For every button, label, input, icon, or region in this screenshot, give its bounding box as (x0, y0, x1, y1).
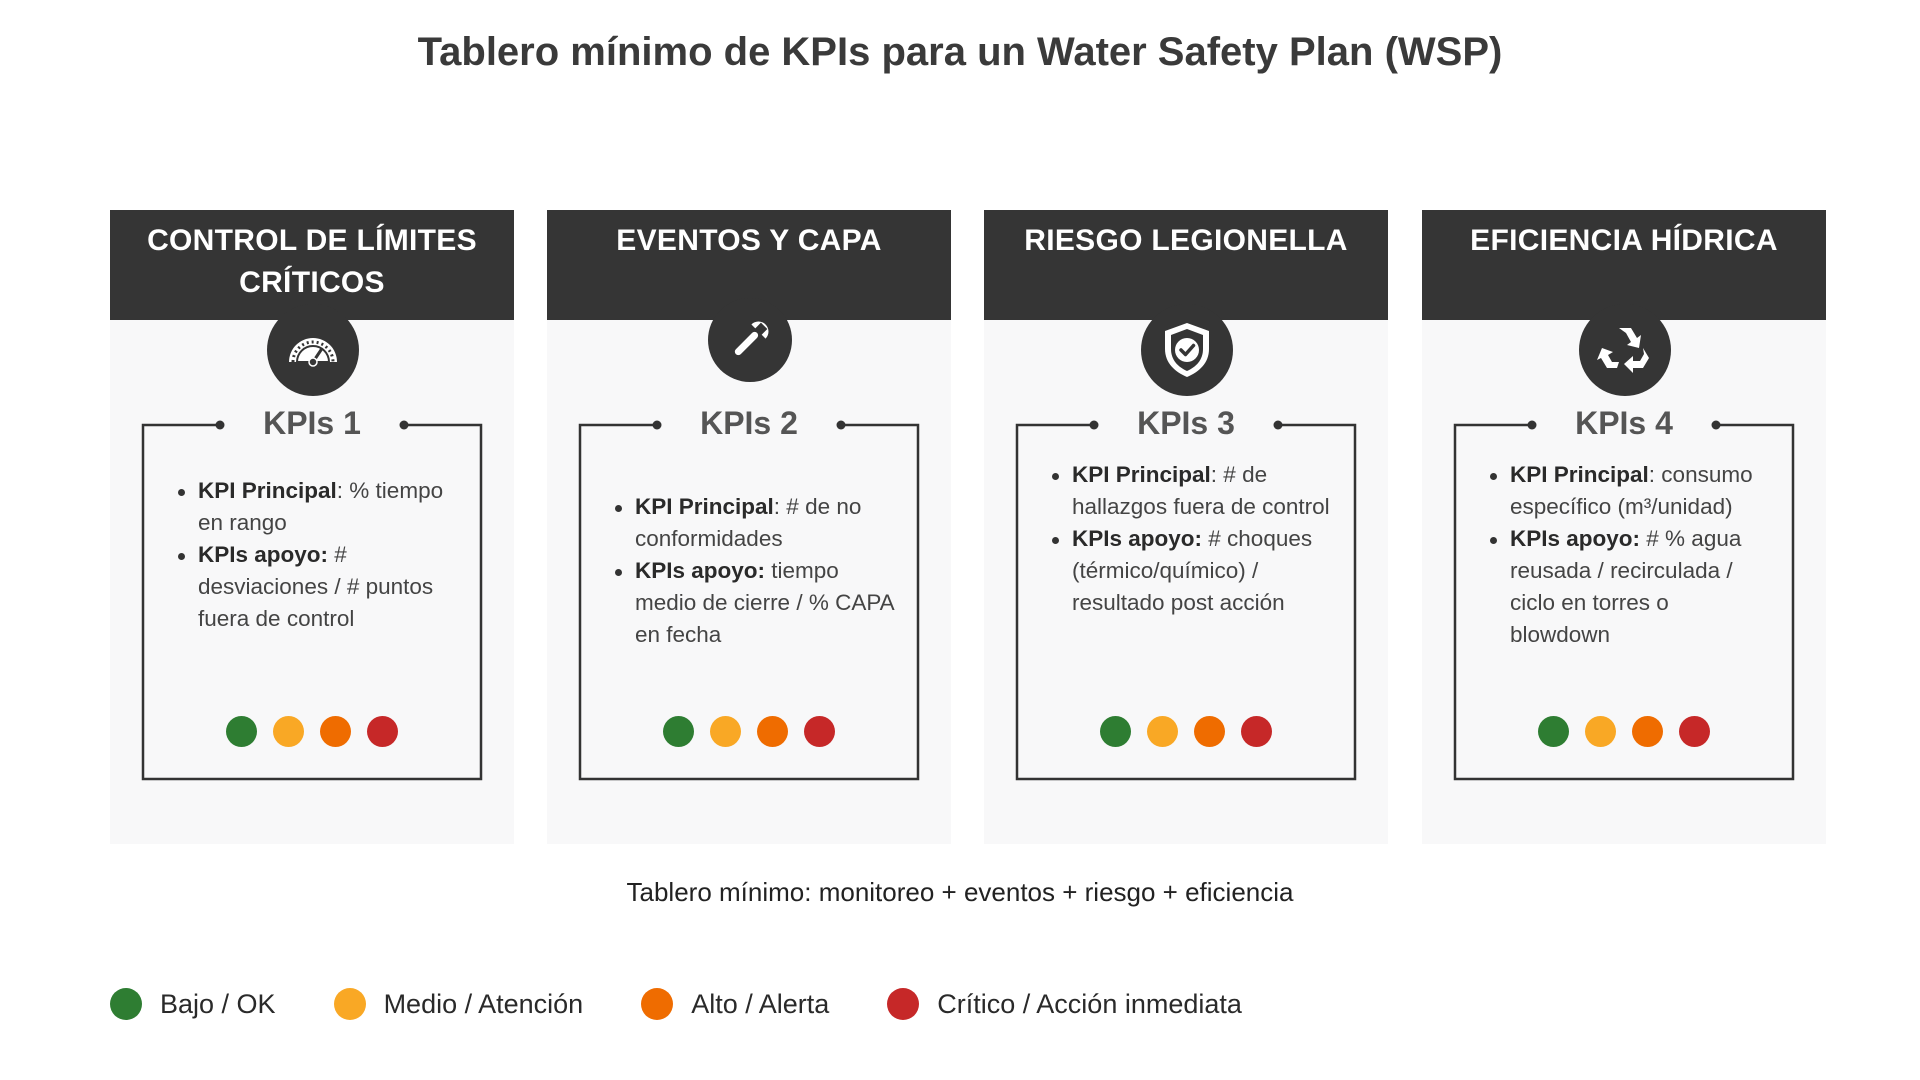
status-dot-yellow (273, 716, 304, 747)
kpi-apoyo-item (173, 539, 463, 635)
kpi-list (1047, 459, 1337, 619)
kpi-apoyo-item (1047, 523, 1337, 619)
card-heading-line-1: CONTROL DE LÍMITES (147, 224, 477, 257)
legend-label: Bajo / OK (160, 988, 276, 1019)
legend (110, 988, 1300, 1020)
status-dot-green (1538, 716, 1569, 747)
kpi-apoyo-label: KPIs apoyo: (635, 558, 766, 583)
card-eficiencia-hidrica (1422, 210, 1826, 844)
kpi-apoyo-text: tiempo medio de cierre / % CAPA en fecha (635, 558, 894, 647)
status-dot-red (367, 716, 398, 747)
kpi-frame (143, 405, 481, 779)
kpi-title: KPIs 3 (1137, 405, 1235, 441)
dashboard-caption: Tablero mínimo: monitoreo + eventos + riesgo + eficiencia (626, 877, 1294, 907)
kpi-apoyo-label: KPIs apoyo: (1072, 526, 1203, 551)
status-dot-yellow (710, 716, 741, 747)
legend-dot-green (110, 988, 142, 1020)
kpi-principal-label: KPI Principal (1510, 462, 1649, 487)
legend-dot-red (887, 988, 919, 1020)
kpi-apoyo-text: # % agua reusada / recirculada / ciclo en torres o blowdown (1510, 526, 1742, 647)
legend-label: Medio / Atención (383, 988, 584, 1019)
status-dots (580, 716, 918, 747)
status-dot-orange (1194, 716, 1225, 747)
kpi-principal-item (1485, 459, 1775, 523)
card-heading-line-1: EVENTOS Y CAPA (616, 224, 882, 257)
card-heading-line-1: EFICIENCIA HÍDRICA (1470, 224, 1778, 257)
card-heading-line-1: RIESGO LEGIONELLA (1024, 224, 1348, 257)
gauge-icon (267, 304, 359, 396)
card-riesgo-legionella (984, 210, 1388, 844)
status-dot-green (1100, 716, 1131, 747)
kpi-frame (1017, 405, 1355, 779)
kpi-principal-text: : consumo específico (m³/unidad) (1510, 462, 1753, 519)
kpi-title: KPIs 4 (1575, 405, 1673, 441)
kpi-frame (580, 405, 918, 779)
status-dots (1017, 716, 1355, 747)
kpi-principal-text: : % tiempo en rango (198, 478, 444, 535)
legend-dot-yellow (334, 988, 366, 1020)
status-dot-orange (320, 716, 351, 747)
status-dot-red (1679, 716, 1710, 747)
card-control-limites (110, 210, 514, 844)
kpi-principal-item (610, 491, 900, 555)
status-dot-red (1241, 716, 1272, 747)
status-dot-green (663, 716, 694, 747)
status-dots (1455, 716, 1793, 747)
kpi-principal-label: KPI Principal (635, 494, 774, 519)
kpi-principal-item (173, 475, 463, 539)
kpi-apoyo-item (610, 555, 900, 651)
kpi-list (173, 475, 463, 635)
kpi-apoyo-text: # desviaciones / # puntos fuera de control (198, 542, 434, 631)
recycle-icon (1579, 304, 1671, 396)
status-dot-yellow (1147, 716, 1178, 747)
kpi-principal-text: : # de no conformidades (635, 494, 862, 551)
shield-check-icon (1141, 304, 1233, 396)
legend-item-medio (334, 988, 584, 1020)
kpi-apoyo-label: KPIs apoyo: (198, 542, 329, 567)
kpi-apoyo-text: # choques (térmico/químico) / resultado post acción (1072, 526, 1313, 615)
legend-item-alto (641, 988, 829, 1020)
wrench-icon (708, 298, 792, 382)
kpi-cards (110, 210, 1826, 844)
kpi-apoyo-label: KPIs apoyo: (1510, 526, 1641, 551)
kpi-principal-label: KPI Principal (1072, 462, 1211, 487)
legend-item-critico (887, 988, 1242, 1020)
status-dot-red (804, 716, 835, 747)
kpi-list (1485, 459, 1775, 651)
kpi-principal-text: : # de hallazgos fuera de control (1072, 462, 1330, 519)
status-dot-orange (1632, 716, 1663, 747)
kpi-list (610, 491, 900, 651)
legend-item-bajo (110, 988, 276, 1020)
kpi-principal-item (1047, 459, 1337, 523)
kpi-title: KPIs 1 (263, 405, 361, 441)
page-title: Tablero mínimo de KPIs para un Water Safety Plan (WSP) (417, 30, 1503, 74)
kpi-title: KPIs 2 (700, 405, 798, 441)
legend-label: Alto / Alerta (691, 988, 830, 1019)
status-dots (143, 716, 481, 747)
status-dot-yellow (1585, 716, 1616, 747)
status-dot-green (226, 716, 257, 747)
kpi-apoyo-item (1485, 523, 1775, 651)
card-heading-line-2: CRÍTICOS (239, 266, 385, 299)
kpi-principal-label: KPI Principal (198, 478, 337, 503)
status-dot-orange (757, 716, 788, 747)
legend-dot-orange (641, 988, 673, 1020)
kpi-frame (1455, 405, 1793, 779)
card-eventos-capa (547, 210, 951, 844)
legend-label: Crítico / Acción inmediata (937, 988, 1242, 1019)
